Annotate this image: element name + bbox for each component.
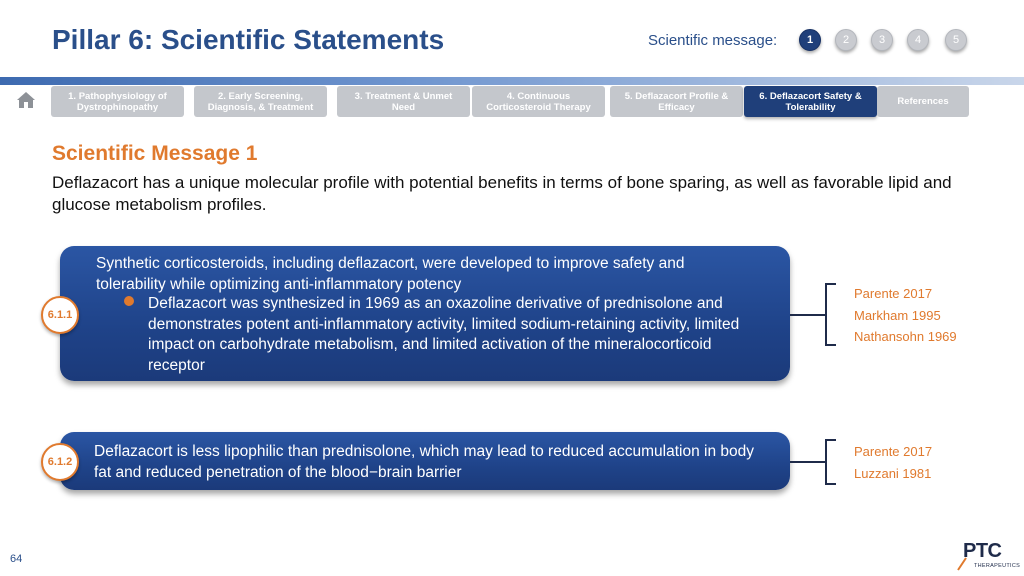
tab-deflazacort-safety[interactable]: 6. Deflazacort Safety & Tolerability: [744, 86, 877, 117]
logo-text: PTC: [963, 540, 1002, 562]
reference-item[interactable]: Nathansohn 1969: [854, 329, 957, 344]
home-icon[interactable]: [16, 90, 36, 110]
references-list-1: [854, 283, 957, 348]
reference-item[interactable]: Parente 2017: [854, 286, 933, 301]
statement-number-badge: 6.1.1: [41, 296, 79, 334]
message-page-3-button[interactable]: 3: [871, 29, 893, 51]
message-page-1-button[interactable]: 1: [799, 29, 821, 51]
statement-number-badge: 6.1.2: [41, 443, 79, 481]
tab-pathophysiology[interactable]: 1. Pathophysiology of Dystrophinopathy: [51, 86, 184, 117]
tab-references[interactable]: References: [877, 86, 969, 117]
message-page-5-button[interactable]: 5: [945, 29, 967, 51]
logo-subtext: THERAPEUTICS: [974, 563, 1021, 569]
bullet-dot: [124, 296, 134, 306]
reference-bracket-2: [790, 438, 840, 486]
message-page-2-button[interactable]: 2: [835, 29, 857, 51]
reference-bracket-1: [790, 282, 840, 348]
reference-item[interactable]: Parente 2017: [854, 444, 933, 459]
statement-text: Deflazacort is less lipophilic than prednisolone, which may lead to reduced accumulation in body fat and reduced penetration of the blood−brain barrier: [94, 443, 754, 481]
header-band: [0, 77, 1024, 85]
reference-item[interactable]: Luzzani 1981: [854, 465, 932, 481]
page-number: 64: [10, 553, 23, 565]
tab-treatment-unmet-need[interactable]: 3. Treatment & Unmet Need: [337, 86, 470, 117]
reference-item[interactable]: Markham 1995: [854, 307, 941, 323]
tab-continuous-corticosteroid[interactable]: 4. Continuous Corticosteroid Therapy: [472, 86, 605, 117]
scientific-message-text: Deflazacort has a unique molecular profile with potential benefits in terms of bone sparing, as well as favorable lipid and glucose metabolism profiles.: [52, 173, 952, 214]
tab-early-screening[interactable]: 2. Early Screening, Diagnosis, & Treatment: [194, 86, 327, 117]
page-title: Pillar 6: Scientific Statements: [52, 24, 445, 55]
tab-deflazacort-profile[interactable]: 5. Deflazacort Profile & Efficacy: [610, 86, 743, 117]
statement-card-6-1-1: [60, 246, 790, 381]
statement-bullet: Deflazacort was synthesized in 1969 as an oxazoline derivative of prednisolone and demonstrates potent anti-inflammatory activity, limited sodium-retaining activity, limited impact on carbohydrate metabolism, and limited activation of the mineralocorticoid receptor: [148, 295, 740, 374]
scientific-message-title: Scientific Message 1: [52, 142, 258, 165]
statement-text: Synthetic corticosteroids, including deflazacort, were developed to improve safety and tolerability while optimizing anti-inflammatory potency: [96, 255, 685, 293]
references-list-2: [854, 441, 932, 484]
scientific-message-label: Scientific message:: [648, 32, 778, 49]
statement-card-6-1-2: [60, 432, 790, 490]
message-page-4-button[interactable]: 4: [907, 29, 929, 51]
